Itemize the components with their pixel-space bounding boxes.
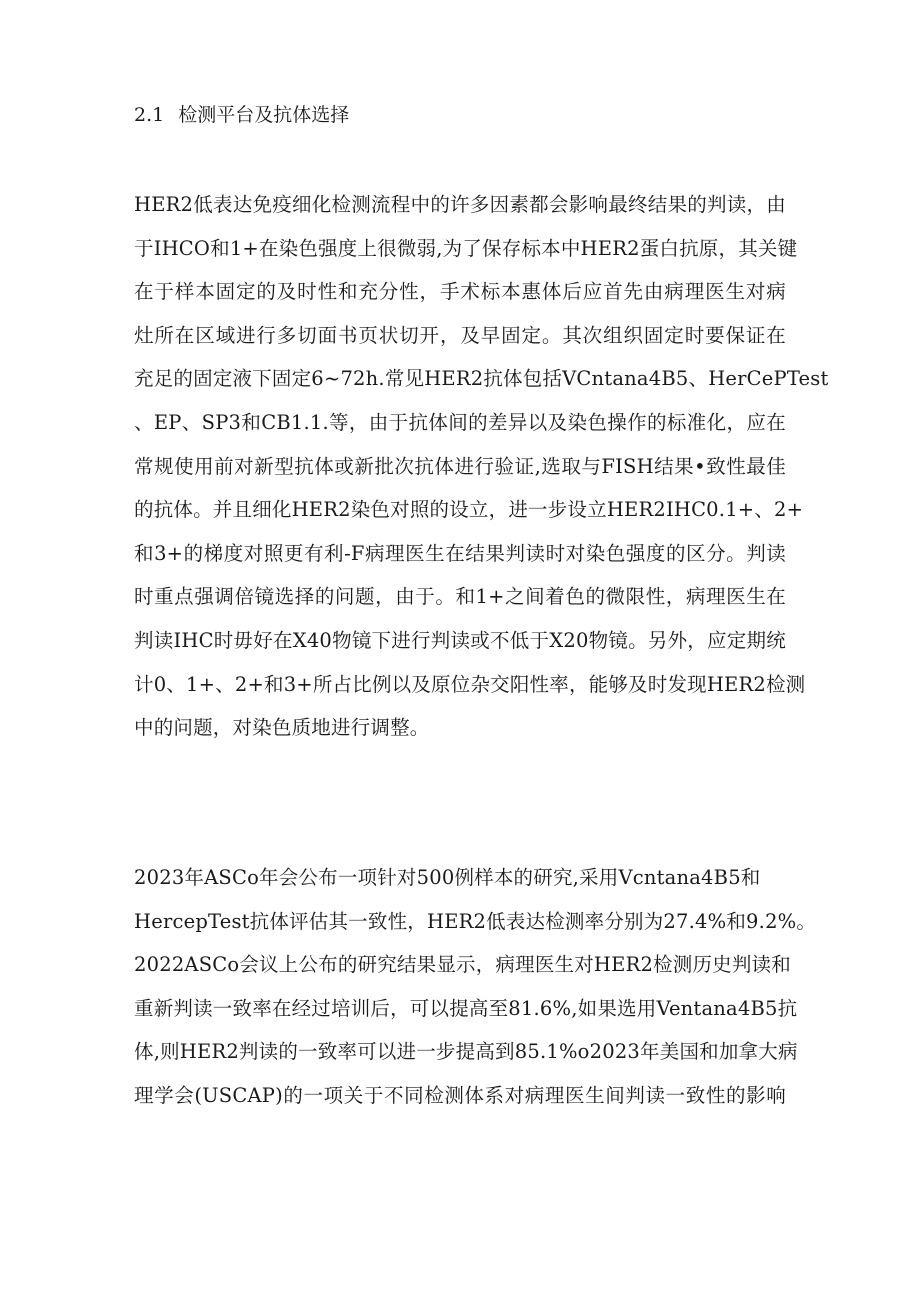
paragraph-line: 重新判读一致率在经过培训后，可以提高至81.6%,如果选用Ventana4B5抗: [134, 996, 798, 1020]
paragraph-1: [134, 183, 829, 750]
paragraph-line: HercepTest抗体评估其一致性，HER2低表达检测率分别为27.4%和9.2%。: [134, 909, 817, 933]
paragraph-line: 2023年ASCo年会公布一项针对500例样本的研究,采用Vcntana4B5和: [134, 866, 761, 889]
paragraph-line: 于IHCO和1+在染色强度上很微弱,为了保存标本中HER2蛋白抗原，其关键: [134, 236, 798, 260]
section-number: 2.1: [134, 104, 165, 126]
paragraph-line: 体,则HER2判读的一致率可以进一步提高到85.1%o2023年美国和加拿大病: [134, 1040, 798, 1064]
paragraph-line: 和3+的梯度对照更有利-F病理医生在结果判读时对染色强度的区分。判读: [134, 541, 786, 565]
section-heading: [134, 100, 349, 130]
paragraph-line: HER2低表达免疫细化检测流程中的许多因素都会影响最终结果的判读，由: [134, 193, 786, 216]
paragraph-line: 、EP、SP3和CB1.1.等，由于抗体间的差异以及染色操作的标准化，应在: [134, 410, 786, 434]
paragraph-line: 在于样本固定的及时性和充分性，手术标本惠体后应首先由病理医生对病: [134, 280, 786, 304]
paragraph-line: 计0、1+、2+和3+所占比例以及原位杂交阳性率，能够及时发现HER2检测: [134, 672, 806, 696]
paragraph-line: 常规使用前对新型抗体或新批次抗体进行验证,选取与FISH结果•致性最佳: [134, 454, 786, 478]
paragraph-line: 灶所在区域进行多切面书页状切开，及早固定。其次组织固定时要保证在: [134, 323, 786, 347]
paragraph-line: 中的问题，对染色质地进行调整。: [134, 716, 430, 740]
paragraph-line: 的抗体。并且细化HER2染色对照的设立，进一步设立HER2IHC0.1+、2+: [134, 498, 804, 522]
paragraph-2: [134, 856, 817, 1118]
paragraph-line: 充足的固定液下固定6~72h.常见HER2抗体包括VCntana4B5、HerCePTest: [134, 367, 829, 391]
section-title: 检测平台及抗体选择: [178, 104, 350, 126]
paragraph-line: 理学会(USCAP)的一项关于不同检测体系对病理医生间判读一致性的影响: [134, 1083, 786, 1107]
paragraph-line: 判读IHC时毋好在X40物镜下进行判读或不低于X20物镜。另外，应定期统: [134, 628, 786, 652]
paragraph-line: 时重点强调倍镜选择的问题，由于。和1+之间着色的微限性，病理医生在: [134, 585, 786, 609]
paragraph-line: 2022ASCo会议上公布的研究结果显示，病理医生对HER2检测历史判读和: [134, 953, 791, 977]
